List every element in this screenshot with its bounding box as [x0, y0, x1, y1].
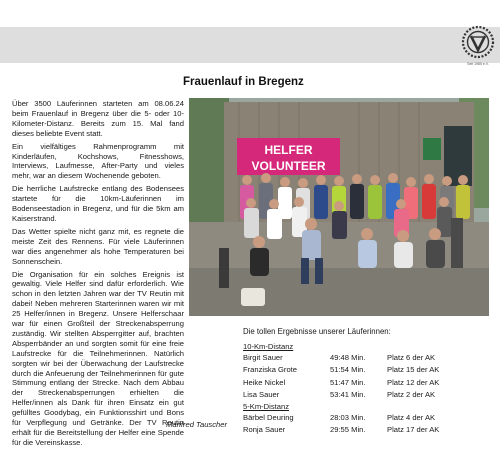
results-row — [243, 377, 488, 389]
results-row — [243, 364, 488, 376]
club-logo-icon — [461, 25, 495, 65]
article-body — [12, 99, 184, 451]
runner-name: Franziska Grote — [243, 365, 298, 375]
group-photo — [189, 98, 489, 316]
runner-name: Lisa Sauer — [243, 389, 280, 399]
article-author: Manfred Tauscher — [166, 420, 227, 429]
results-category-5km: 5-Km-Distanz — [243, 402, 289, 412]
results-intro: Die tollen Ergebnisse unserer Läuferinnen: — [243, 327, 391, 336]
results-row — [243, 352, 488, 364]
results-list — [243, 341, 488, 437]
article-paragraph: Über 3500 Läuferinnen starteten am 08.06.24 beim Frauenlauf in Bregenz über die 5- oder 10-Kilometer-Distanz. Bereits zum 15. Mal fand dieses beliebte Event statt. — [12, 99, 184, 138]
runner-time: 51:54 Min. — [330, 365, 366, 375]
runner-place: Platz 2 der AK — [387, 389, 436, 399]
results-row — [243, 389, 488, 401]
runner-name: Bärbel Deuring — [243, 413, 294, 423]
runner-time: 51:47 Min. — [330, 377, 366, 387]
runner-name: Heike Nickel — [243, 377, 286, 387]
runner-place: Platz 6 der AK — [387, 353, 436, 362]
runner-name: Ronja Sauer — [243, 425, 286, 435]
article-paragraph: Die herrliche Laufstrecke entlang des Bodensees startete für die 10km-Läuferinnen im Bodenseestadion in Bregenz, und für die 5km am Kaiserstrand. — [12, 184, 184, 223]
runner-place: Platz 17 der AK — [387, 425, 440, 435]
runner-time: 49:48 Min. — [330, 353, 366, 362]
article-paragraph: Das Wetter spielte nicht ganz mit, es regnete die meiste Zeit des Rennens. Für viele Läuferinnen war dies angenehmer als hohe Temperaturen bei Sonnenschein. — [12, 226, 184, 266]
runner-name: Birgit Sauer — [243, 353, 283, 362]
runner-time: 29:55 Min. — [330, 425, 366, 435]
header-band — [0, 27, 500, 63]
sign-text-volunteer: VOLUNTEER — [251, 159, 326, 173]
results-category-10km: 10-Km-Distanz — [243, 342, 294, 351]
runner-place: Platz 4 der AK — [387, 413, 436, 423]
logo-caption: Seit 1985 e.V. — [467, 62, 489, 66]
article-paragraph: Die Organisation für ein solches Ereignis ist gewaltig. Viele Helfer sind dafür erforderlich. Wie schon in den letzten Jahren war der TV Reutin mit dabei! Neben mehreren Starterinnen waren wir mit 25 Helfer/innen in Bregenz. Unsere Helferschaar war für einen Großteil der Streckenabsperrung zuständig. Wir stellten Absperrgitter auf, brachten Absperrbänder an und sorgten somit für eine freie Laufstrecke für die Teilnehmerinnen. Natürlich sorgten wir bei der Überwachung der Laufstrecke durch die Anfeuerung der Teilnehmerinnen für gute Stimmung entlang der Strecke. Nach dem Abbau der Streckenabsperrungen erhielten die Helfer/innen als Dank für ihren Einsatz ein gut gefülltes Goodybag, ein Funktionsshirt und Bons für Verpflegung und Getränke. Der TV Reutin erhält für die Bereitstellung der Helfer eine Spende für die Vereinskasse. — [12, 269, 184, 447]
runner-time: 28:03 Min. — [330, 413, 366, 423]
page-title: Frauenlauf in Bregenz — [183, 76, 304, 88]
results-row — [243, 412, 488, 424]
runner-place: Platz 15 der AK — [387, 365, 440, 375]
sign-text-helfer: HELFER — [264, 143, 313, 157]
article-paragraph: Ein vielfältiges Rahmenprogramm mit Kinderläufen, Kochshows, Fitnesshows, Interviews, Laufmesse, After-Party und vieles mehr, war an diesem Wochenende geboten. — [12, 141, 184, 181]
runner-time: 53:41 Min. — [330, 389, 366, 399]
runner-place: Platz 12 der AK — [387, 377, 440, 387]
results-row — [243, 424, 488, 436]
